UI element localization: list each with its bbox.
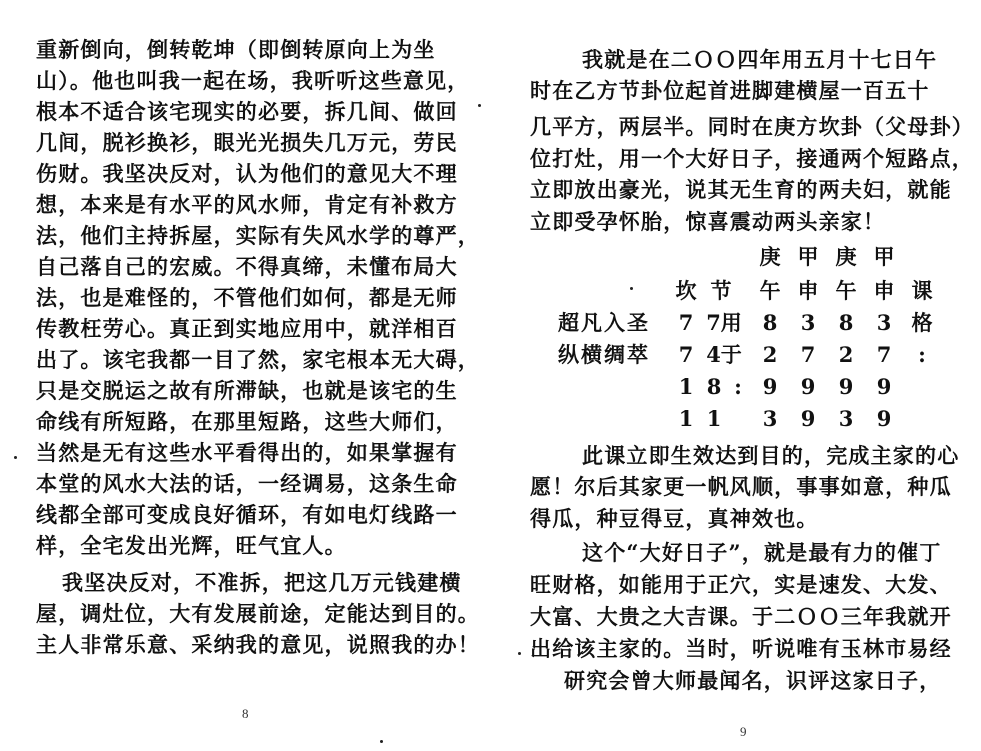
table-cell: 2 — [838, 342, 854, 367]
left-text-line: 主人非常乐意、采纳我的意见，说照我的办！ — [36, 632, 480, 657]
stem-cell: 庚 — [759, 244, 781, 269]
right-text-line: 这个“大好日子”，就是最有力的催丁 — [582, 540, 942, 565]
table-cell: 1 — [706, 406, 722, 431]
left-text-line: 我坚决反对，不准拆，把这几万元钱建横 — [62, 570, 462, 595]
left-text-line: 重新倒向，倒转乾坤（即倒转原向上为坐 — [36, 37, 436, 62]
left-page — [0, 0, 490, 751]
left-text-line: 线都全部可变成良好循环，有如电灯线路一 — [36, 502, 458, 527]
table-cell: 7 — [678, 342, 694, 367]
table-cell: 4于 — [706, 342, 742, 367]
left-text-line: 法，也是难怪的，不管他们如何，都是无师 — [36, 285, 458, 310]
table-cell: : — [918, 342, 926, 367]
table-cell: 9 — [876, 374, 892, 399]
header-cell: 节 — [710, 278, 732, 303]
scan-speck — [478, 104, 481, 107]
table-cell: 3 — [762, 406, 778, 431]
right-text-line: 研究会曾大师最闻名，识评这家日子， — [564, 668, 942, 693]
table-cell: 7 — [876, 342, 892, 367]
left-text-line: 自己落自己的宏威。不得真缔，未懂布局大 — [36, 254, 458, 279]
right-text-line: 愿！尔后其家更一帆风顺，事事如意，种瓜 — [530, 474, 952, 499]
left-text-line: 伤财。我坚决反对，认为他们的意见大不理 — [36, 161, 458, 186]
left-text-line: 出了。该宅我都一目了然，家宅根本无大碍， — [36, 347, 480, 372]
row-label: 超凡入圣 — [558, 310, 650, 335]
scan-speck — [14, 456, 17, 459]
left-text-line: 想，本来是有水平的风水师，肯定有补救方 — [36, 192, 458, 217]
right-text-line: 立即受孕怀胎，惊喜震动两头亲家！ — [530, 209, 886, 234]
right-text-line: 出给该主家的。当时，听说唯有玉林市易经 — [530, 636, 952, 661]
table-cell: 8 — [838, 310, 854, 335]
table-cell: 1 — [678, 406, 694, 431]
right-text-line: 位打灶，用一个大好日子，接通两个短路点， — [530, 146, 974, 171]
table-cell: 9 — [762, 374, 778, 399]
header-cell: 申 — [873, 278, 895, 303]
header-cell: 申 — [797, 278, 819, 303]
page-number: 8 — [242, 706, 249, 721]
page-number: 9 — [740, 724, 747, 739]
table-cell: 3 — [876, 310, 892, 335]
right-text-line: 得瓜，种豆得豆，真神效也。 — [530, 506, 819, 531]
right-text-line: 大富、大贵之大吉课。于二ＯＯ三年我就开 — [530, 604, 952, 629]
stem-cell: 庚 — [835, 244, 857, 269]
row-label: 纵横绸萃 — [558, 342, 650, 367]
header-cell: 课 — [911, 278, 933, 303]
left-text-line: 样，全宅发出光辉，旺气宜人。 — [36, 533, 347, 558]
table-cell: 7 — [800, 342, 816, 367]
right-text-line: 我就是在二ＯＯ四年用五月十七日午 — [582, 47, 938, 72]
scan-speck — [518, 652, 521, 655]
header-cell: 午 — [759, 278, 781, 303]
left-text-line: 命线有所短路，在那里短路，这些大师们， — [36, 409, 458, 434]
table-cell: 8 — [762, 310, 778, 335]
header-cell: 坎 — [675, 278, 697, 303]
table-cell: 格 — [911, 310, 933, 335]
table-cell: 7用 — [706, 310, 742, 335]
table-cell: 3 — [838, 406, 854, 431]
left-text-line: 根本不适合该宅现实的必要，拆几间、做回 — [36, 99, 458, 124]
table-cell: 8 — [706, 374, 722, 399]
right-text-line: 时在乙方节卦位起首进脚建横屋一百五十 — [530, 78, 930, 103]
right-text-line: 此课立即生效达到目的，完成主家的心 — [582, 443, 960, 468]
table-cell: 9 — [800, 406, 816, 431]
stem-cell: 甲 — [873, 244, 895, 269]
table-cell: 9 — [800, 374, 816, 399]
table-cell: 3 — [800, 310, 816, 335]
table-cell: 7 — [678, 310, 694, 335]
left-text-line: 法，他们主持拆屋，实际有失风水学的尊严， — [36, 223, 480, 248]
table-cell: 9 — [876, 406, 892, 431]
table-cell: 9 — [838, 374, 854, 399]
left-text-line: 山）。他也叫我一起在场，我听听这些意见， — [36, 68, 470, 93]
table-cell: 2 — [762, 342, 778, 367]
scan-speck — [630, 287, 633, 290]
right-text-line: 旺财格，如能用于正穴，实是速发、大发、 — [530, 572, 952, 597]
left-text-line: 几间，脱衫换衫，眼光光损失几万元，劳民 — [36, 130, 458, 155]
header-cell: 午 — [835, 278, 857, 303]
left-text-line: 当然是无有这些水平看得出的，如果掌握有 — [36, 440, 458, 465]
right-page — [490, 0, 981, 751]
left-text-line: 屋，调灶位，大有发展前途，定能达到目的。 — [36, 601, 480, 626]
scan-speck — [380, 740, 383, 743]
stem-cell: 甲 — [797, 244, 819, 269]
left-text-line: 本堂的风水大法的话，一经调易，这条生命 — [36, 471, 458, 496]
table-cell: 1 — [678, 374, 694, 399]
right-text-line: 立即放出豪光，说其无生育的两夫妇，就能 — [530, 177, 952, 202]
left-text-line: 只是交脱运之故有所滞缺，也就是该宅的生 — [36, 378, 458, 403]
right-text-line: 几平方，两层半。同时在庚方坎卦（父母卦） — [530, 114, 974, 139]
left-text-line: 传教枉劳心。真正到实地应用中，就洋相百 — [36, 316, 458, 341]
table-cell: : — [734, 374, 742, 399]
